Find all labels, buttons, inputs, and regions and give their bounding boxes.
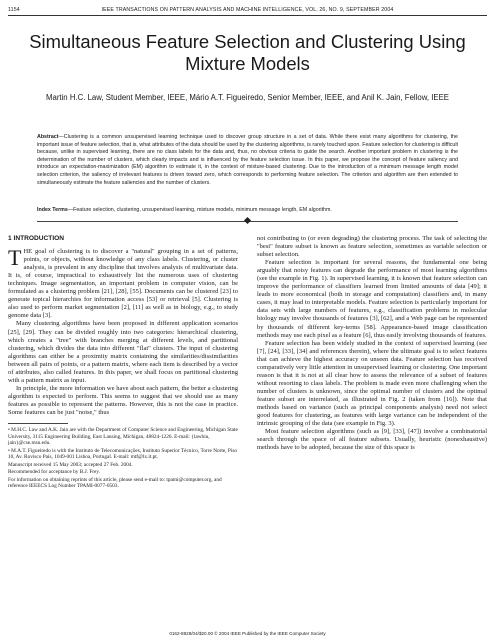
page-footer: 0162-8828/04/$20.00 © 2004 IEEE Published by the IEEE Computer Society [169,631,326,636]
paragraph: Many clustering algorithms have been proposed in different application scenarios [25], [29]. They can be divided roughly into two categories: hierarchical clustering, which creates a "tree" with branches merging at different levels, and partitional clustering, which divides the data into different "flat" clusters. The input of clustering algorithms can either be a proximity matrix containing the similarities/dissimilarities between all pairs of points, or a pattern matrix, where each item is described by a vector of attributes, also called features. In this paper, we shall focus on partitional clustering with a pattern matrix as input. [8,320,238,384]
footnote: Manuscript received 15 May 2003; accepted 27 Feb. 2004. [8,461,133,468]
abstract-label: Abstract [37,134,59,140]
paper-title: Simultaneous Feature Selection and Clustering Using Mixture Models [29,31,466,74]
paragraph: In principle, the more information we have about each pattern, the better a clustering algorithm is expected to perform. This seems to suggest that we should use as many features as possible to represent the patterns. However, this is not the case in practice. Some features can be just "noise," thus [8,384,238,416]
index-terms-label: Index Terms [37,207,68,213]
index-terms [37,207,458,215]
index-terms-text: —Feature selection, clustering, unsupervised learning, mixture models, minimum message length, EM algorithm. [67,207,332,213]
abstract-text: —Clustering is a common unsupervised learning technique used to discover group structure in a set of data. While there exist many algorithms for clustering, the important issue of feature selection, that is, what attributes of the data should be used by the clustering algorithms, is rarely touched upon. Feature selection for clustering is difficult because, unlike in supervised learning, there are no class labels for the data and, thus, no obvious criteria to guide the search. Another important problem in clustering is the determination of the number of clusters, which clearly impacts and is influenced by the feature selection issue. In this paper, we propose the concept of feature saliency and introduce an expectation-maximization (EM) algorithm to estimate it, in the context of mixture-based clustering. Due to the introduction of a minimum message length model selection criterion, the saliency of irrelevant features is driven toward zero, which corresponds to performing feature selection. The criterion and algorithm are then extended to simultaneously estimate the feature saliencies and the number of clusters. [37,134,458,186]
abstract [37,134,458,187]
footnote: Recommended for acceptance by B.J. Frey. [8,469,101,476]
drop-cap: T [8,245,22,271]
paragraph: not contributing to (or even degrading) the clustering process. The task of selecting the "best" feature subset is known as feature selection, sometimes as variable selection or subset selection. [257,235,487,259]
right-column [257,235,487,452]
header-rule [8,15,487,16]
paragraph: Feature selection is important for several reasons, the fundamental one being arguably that noisy features can degrade the performance of most learning algorithms (see the example in Fig. 1). In supervised learning, it is known that feature selection can improve the performance of classifiers learned from limited amounts of data [49]; it leads to more economical (both in storage and computation) classifiers and, in many cases, it may lead to interpretable models. Feature selection is particularly important for data sets with large numbers of features, e.g., classification problems in molecular biology may involve thousands of features [3], [62], and a Web page can be represented by thousands of different key-terms [58]. Appearance-based image classification methods may use each pixel as a feature [6], thus easily involving thousands of features. [257,259,487,339]
author-list: Martin H.C. Law, Student Member, IEEE, Mário A.T. Figueiredo, Senior Member, IEEE, and Anil K. Jain, Fellow, IEEE [45,93,450,102]
paragraph: Most feature selection algorithms (such as [9], [33], [47]) involve a combinatorial search through the space of all feature subsets. Usually, heuristic (nonexhaustive) methods have to be adopted, because the size of this space is [257,428,487,452]
paragraph: THE goal of clustering is to discover a "natural" grouping in a set of patterns, points, or objects, without knowledge of any class labels. Clustering, or cluster analysis, is prevalent in any discipline that involves analysis of multivariate data. It is, of course, impractical to exhaustively list the numerous uses of clustering techniques. Image segmentation, an important problem in computer vision, can be formulated as a clustering problem [21], [28], [55]. Documents can be clustered [23] to generate topical hierarchies for information access [53] or retrieval [5]. Clustering is also used to perform market segmentation [2], [11] as well as in biology, e.g., to study genome data [3]. [8,245,238,320]
page-number: 1154 [8,7,20,13]
journal-title: IEEE TRANSACTIONS ON PATTERN ANALYSIS AND MACHINE INTELLIGENCE, VOL. 26, NO. 9, SEPTEMBER 2004 [101,7,394,13]
section-heading: 1 INTRODUCTION [8,235,65,242]
section-divider [37,218,458,224]
footnote: • M.H.C. Law and A.K. Jain are with the Department of Computer Science and Engineering, Michigan State University, 3115 Engineering Building, East Lansing, Michigan, 48824-1226. E-mail: {lawhiu, jain}@cse.msu.edu. [8,427,238,447]
left-column [8,235,238,491]
paragraph: Feature selection has been widely studied in the context of supervised learning (see [7], [24], [33], [34] and references therein), where the ultimate goal is to select features that can achieve the highest accuracy on unseen data. Feature selection has received comparatively very little attention in unsupervised learning or clustering. One important reason is that it is not at all clear how to assess the relevance of a subset of features without resorting to class labels. The problem is made even more challenging when the number of clusters is unknown, since the optimal number of clusters and the optimal feature subset are interrelated, as illustrated in Fig. 2 (taken from [16]). Note that methods based on variance (such as principal components analysis) need not select good features for clustering, as features with large variance can be independent of the intrinsic grouping of the data (see example in Fig. 3). [257,339,487,428]
running-header [8,7,487,13]
footnote-rule [8,423,68,424]
footnotes [8,427,238,490]
diamond-ornament-icon [244,217,251,224]
footnote: • M.A.T. Figueiredo is with the Instituto de Telecomunicações, Instituto Superior Técnico, Torre Norte, Piso 10, Av. Rovisco Pais, 1049-001 Lisboa, Portugal. E-mail: mtf@lx.it.pt. [8,447,238,461]
footnote: For information on obtaining reprints of this article, please send e-mail to: tpami@computer.org, and reference IEEECS Log Number TPAMI-0077-0503. [8,476,222,490]
